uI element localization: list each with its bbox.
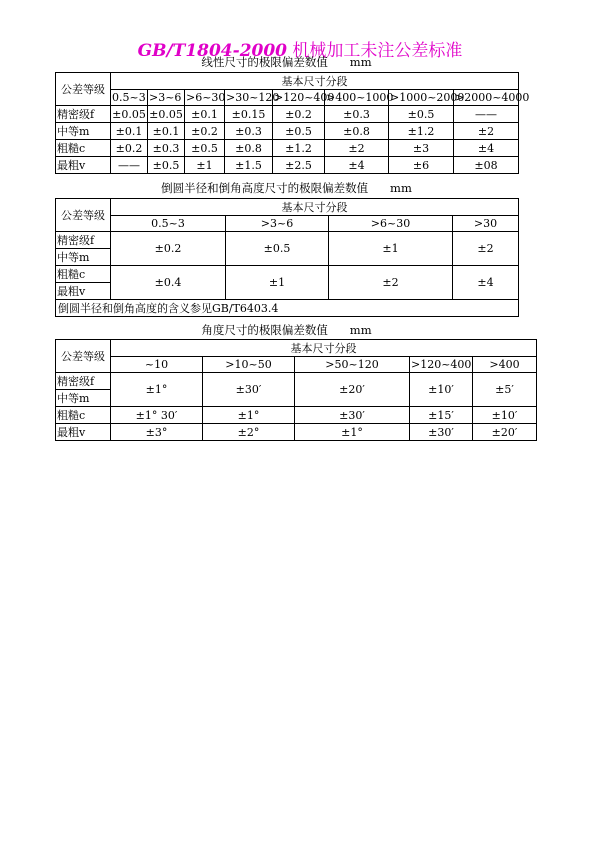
range-header: 基本尺寸分段 [111,73,519,90]
value-cell: ±0.5 [389,106,454,123]
value-cell: —— [454,106,519,123]
value-cell: ±10′ [473,407,537,424]
table-row [56,140,519,157]
table-row [56,424,537,441]
range-cell: ~10 [111,357,203,373]
grade-header: 公差等级 [56,340,111,373]
value-cell: ±0.1 [148,123,185,140]
value-cell: ±1 [329,232,453,266]
linear-tolerance-table [55,72,530,174]
range-cell: >1000~2000 [390,91,465,104]
value-cell: ±1° [203,407,295,424]
value-cell: —— [111,157,148,174]
value-cell: ±0.15 [225,106,273,123]
table-row [56,232,519,249]
grade-header: 公差等级 [56,73,111,106]
value-cell: ±4 [325,157,389,174]
value-cell: ±30′ [410,424,473,441]
value-cell: ±1° [295,424,410,441]
range-cell: >2000~4000 [455,91,530,104]
value-cell: ±6 [389,157,454,174]
grade-label: 粗糙c [56,407,111,424]
value-cell: ±0.4 [111,266,226,300]
range-cell: >3~6 [226,216,329,232]
standard-code: GB/T1804-2000 [137,41,288,61]
angle-tolerance-table [55,339,537,441]
value-cell: ±2 [329,266,453,300]
value-cell: ±0.5 [185,140,225,157]
value-cell: ±0.5 [226,232,329,266]
chamfer-table-caption: 倒圆半径和倒角高度尺寸的极限偏差数值 mm [161,181,412,195]
table-row [56,266,519,283]
value-cell: ±1 [226,266,329,300]
value-cell: ±2 [453,232,519,266]
grade-label: 中等m [56,390,111,407]
value-cell: ±0.1 [185,106,225,123]
value-cell: ±0.2 [111,140,148,157]
grade-header: 公差等级 [56,199,111,232]
value-cell: ±0.5 [273,123,325,140]
range-cell: >10~50 [203,357,295,373]
value-cell: ±0.2 [111,232,226,266]
value-cell: ±0.3 [148,140,185,157]
linear-table-caption: 线性尺寸的极限偏差数值 mm [201,55,372,69]
value-cell: ±1° [111,373,203,407]
value-cell: ±0.05 [112,107,146,121]
grade-label: 中等m [56,249,111,266]
range-cell: >120~400 [274,91,335,104]
chamfer-tolerance-table [55,198,519,317]
value-cell: ±2° [203,424,295,441]
value-cell: ±3 [389,140,454,157]
value-cell: ±0.8 [225,140,273,157]
value-cell: ±10′ [410,373,473,407]
value-cell: ±0.5 [148,157,185,174]
range-cell: >30 [453,216,519,232]
value-cell: ±0.8 [325,123,389,140]
grade-label: 最粗v [56,424,111,441]
grade-label: 精密级f [56,106,111,123]
table-row [56,123,519,140]
value-cell: ±15′ [410,407,473,424]
value-cell: ±0.2 [273,106,325,123]
table-row [56,157,519,174]
range-cell: >50~120 [295,357,410,373]
value-cell: ±2.5 [273,157,325,174]
range-cell: >400 [473,357,537,373]
range-cell: 0.5~3 [112,91,146,104]
value-cell: ±1.2 [273,140,325,157]
value-cell: ±3° [111,424,203,441]
value-cell: ±4 [453,266,519,300]
value-cell: ±0.3 [225,123,273,140]
range-header: 基本尺寸分段 [111,340,537,357]
value-cell: ±4 [454,140,519,157]
grade-label: 精密级f [56,373,111,390]
table-row [56,106,519,123]
range-cell: >6~30 [329,216,453,232]
value-cell: ±20′ [295,373,410,407]
range-cell: >120~400 [411,358,472,371]
range-cell: 0.5~3 [111,216,226,232]
standard-name: 机械加工未注公差标准 [292,41,463,61]
range-cell: >400~1000 [326,91,394,104]
value-cell: ±2 [454,123,519,140]
table-row [56,373,537,390]
range-cell: >6~30 [186,91,226,104]
value-cell: ±30′ [295,407,410,424]
value-cell: ±2 [325,140,389,157]
value-cell: ±0.05 [149,107,183,121]
grade-label: 精密级f [56,232,111,249]
range-cell: >3~6 [148,90,185,106]
value-cell: ±20′ [473,424,537,441]
value-cell: ±5′ [473,373,537,407]
chamfer-note: 倒圆半径和倒角高度的含义参见GB/T6403.4 [56,300,519,317]
value-cell: ±1.2 [389,123,454,140]
value-cell: ±1.5 [225,157,273,174]
value-cell: ±30′ [203,373,295,407]
value-cell: ±1° 30′ [111,407,203,424]
grade-label: 最粗v [56,283,111,300]
range-header: 基本尺寸分段 [111,199,519,216]
value-cell: ±0.1 [111,123,148,140]
grade-label: 粗糙c [56,140,111,157]
value-cell: ±1 [185,157,225,174]
value-cell: ±08 [454,157,519,174]
table-row [56,407,537,424]
angle-table-caption: 角度尺寸的极限偏差数值 mm [201,323,372,337]
value-cell: ±0.3 [325,106,389,123]
range-cell: >30~120 [226,91,280,104]
grade-label: 最粗v [56,157,111,174]
value-cell: ±0.2 [185,123,225,140]
grade-label: 中等m [56,123,111,140]
grade-label: 粗糙c [56,266,111,283]
